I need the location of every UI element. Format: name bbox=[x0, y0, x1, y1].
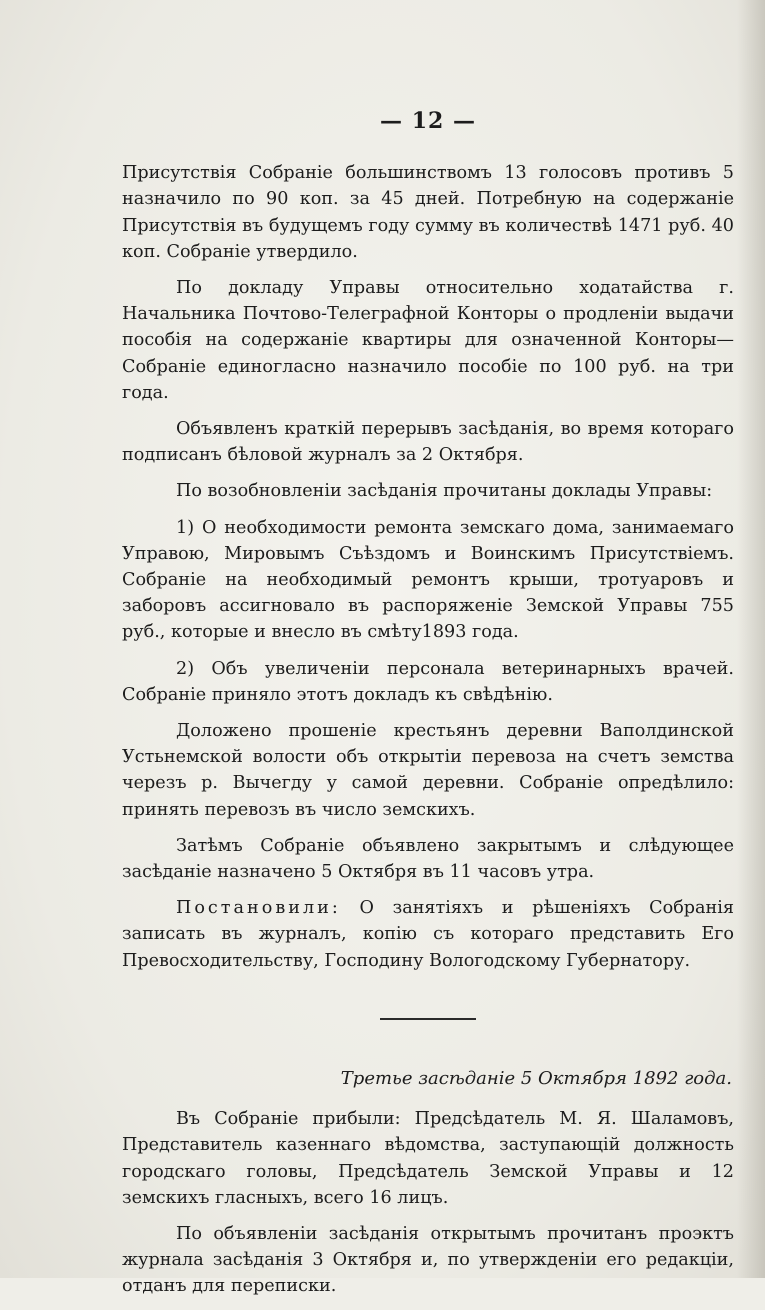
paragraph-7: Доложено прошеніе крестьянъ деревни Ваполдинской Устьнемской волости объ открытіи перевоза на счетъ земства черезъ р. Вычегду у самой деревни. Собраніе опредѣлило: принять перевозъ въ число земскихъ. bbox=[122, 721, 734, 820]
paragraph-9 bbox=[122, 895, 734, 974]
paragraph-6: 2) Объ увеличеніи персонала ветеринарныхъ врачей. Собраніе приняло этотъ докладъ къ свѣдѣнію. bbox=[122, 658, 734, 705]
page-edge-shadow bbox=[737, 0, 765, 1278]
resolution-text: О занятіяхъ и рѣшеніяхъ Собранія записать въ журналъ, копію съ котораго представить Его Превосходительству, Господину Вологодскому Губернатору. bbox=[122, 898, 734, 971]
paragraph-11: По объявленіи засѣданія открытымъ прочитанъ проэктъ журнала засѣданія 3 Октября и, по утвержденіи его редакціи, отданъ для переписки. bbox=[122, 1223, 734, 1297]
paragraph-5: 1) О необходимости ремонта земскаго дома, занимаемаго Управою, Мировымъ Съѣздомъ и Воинскимъ Присутствіемъ. Собраніе на необходимый ремонтъ крыши, тротуаровъ и заборовъ ассигновало въ распоряженіе Земской Управы 755 руб., которые и внесло въ смѣту1893 года. bbox=[122, 517, 734, 643]
page-number: — 12 — bbox=[380, 108, 476, 134]
paragraph-3: Объявленъ краткій перерывъ засѣданія, во время котораго подписанъ бѣловой журналъ за 2 Октября. bbox=[122, 419, 734, 466]
paragraph-10: Въ Собраніе прибыли: Предсѣдатель М. Я. Шаламовъ, Представитель казеннаго вѣдомства, заступающій должность городскаго головы, Предсѣдатель Земской Управы и 12 земскихъ гласныхъ, всего 16 лицъ. bbox=[122, 1109, 734, 1208]
resolution-lead: Постановили: bbox=[176, 898, 341, 919]
paragraph-8: Затѣмъ Собраніе объявлено закрытымъ и слѣдующее засѣданіе назначено 5 Октября въ 11 часовъ утра. bbox=[122, 835, 734, 883]
paragraph-4: По возобновленіи засѣданія прочитаны доклады Управы: bbox=[176, 481, 713, 502]
session-title: Третье засѣданіе 5 Октября 1892 года. bbox=[340, 1067, 732, 1089]
paragraph-1: Присутствія Собраніе большинствомъ 13 голосовъ противъ 5 назначило по 90 коп. за 45 дней. Потребную на содержаніе Присутствія въ будущемъ году сумму въ количествѣ 1471 руб. 40 коп. Собраніе утвердило. bbox=[122, 163, 734, 262]
section-divider bbox=[380, 1018, 476, 1020]
paragraph-2: По докладу Управы относительно ходатайства г. Начальника Почтово-Телеграфной Конторы о продленіи выдачи пособія на содержаніе квартиры для означенной Конторы—Собраніе единогласно назначило пособіе по 100 руб. на три года. bbox=[122, 278, 734, 403]
page-content bbox=[122, 108, 734, 1310]
